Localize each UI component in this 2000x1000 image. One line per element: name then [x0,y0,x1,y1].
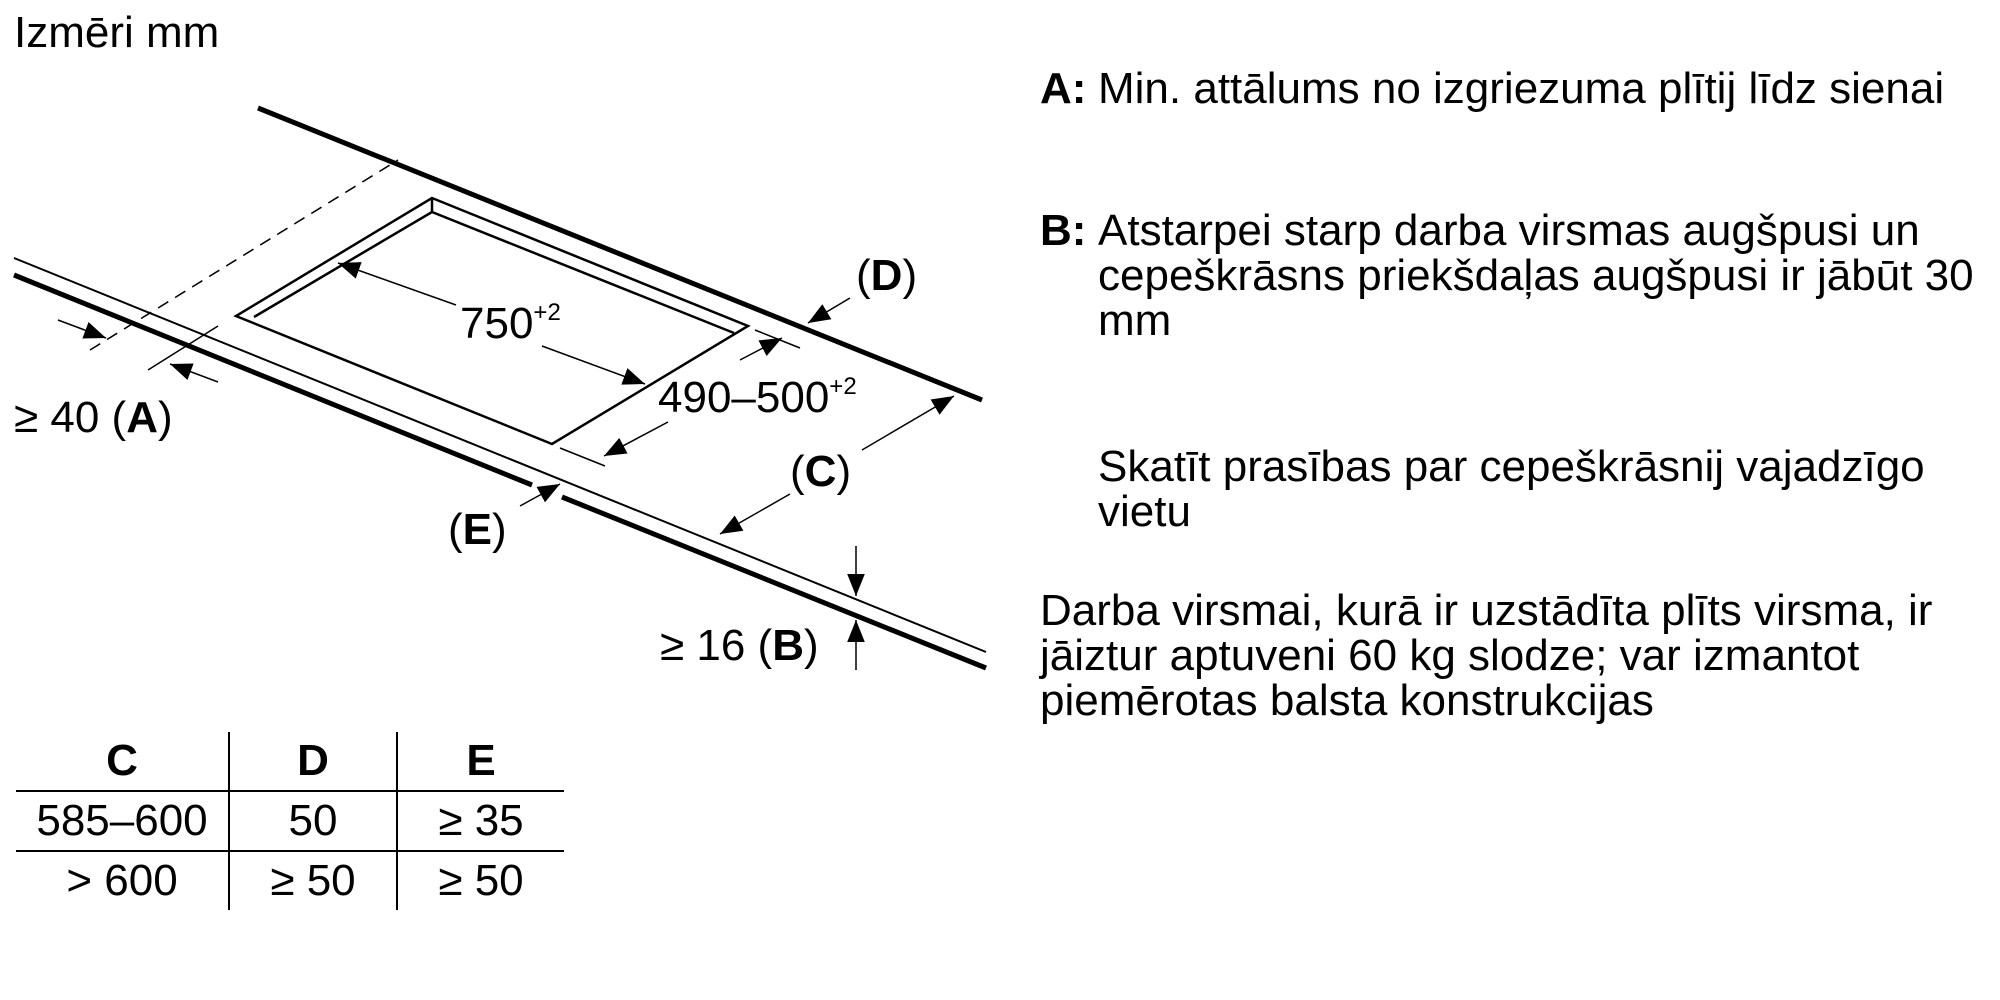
table-header-row [16,732,564,791]
dim-e-label: (E) [448,505,507,554]
table-cell: 585–600 [16,791,229,851]
dim-d-label: (D) [856,251,918,300]
note-see-oven: Skatīt prasības par cepeškrāsnij vajadzīgo vietu [1098,442,1925,536]
cutout-projection-line [90,160,398,350]
dim-c-label: (C) [790,447,852,496]
dim-a-arrow-right [170,364,218,382]
note-b-text: Atstarpei starp darba virsmas augšpusi un cepeškrāsns priekšdaļas augšpusi ir jābūt 30 mm [1098,206,1974,345]
dim-a-label: ≥ 40 (A) [14,393,173,442]
table-header-c: C [106,736,138,785]
dim-d-arrow [808,298,850,323]
dimensions-table [16,732,564,910]
dim-c-arrow-bottom [720,494,790,534]
dim-a-arrow-left [58,320,106,338]
note-a [1040,66,1990,111]
note-a-key: A: [1040,64,1087,113]
table-cell: ≥ 50 [397,851,564,910]
table-cell: ≥ 35 [397,791,564,851]
depth-extension-bottom [560,448,605,466]
width-dimension: $750^{+2}$ [460,299,561,348]
note-b [1040,208,1990,343]
width-dim-arrow-right [542,346,645,384]
width-dim-arrow-left [338,263,456,305]
depth-dim-arrow-bottom [604,422,668,456]
depth-dim-arrow-top [740,338,782,360]
table-cell: > 600 [16,851,229,910]
table-header-e: E [397,732,564,791]
table-row [16,851,564,910]
dim-c-arrow-top [862,396,954,450]
table-cell: ≥ 50 [229,851,397,910]
dim-e-arrow [520,484,560,506]
dim-b-label: ≥ 16 (B) [660,621,819,670]
table-header-d: D [229,732,397,791]
diagram-title: Izmēri mm [14,8,220,57]
depth-dimension: $490-500^{+2}$ [658,373,857,422]
note-a-text: Min. attālums no izgriezuma plītij līdz sienai [1098,64,1945,113]
table-cell: 50 [229,791,397,851]
note-b-key: B: [1040,206,1087,255]
table-row [16,791,564,851]
depth-extension-top [755,330,800,348]
note-load: Darba virsmai, kurā ir uzstādīta plīts virsma, ir jāiztur aptuveni 60 kg slodze; var izmantot piemērotas balsta konstrukcijas [1040,586,1933,725]
